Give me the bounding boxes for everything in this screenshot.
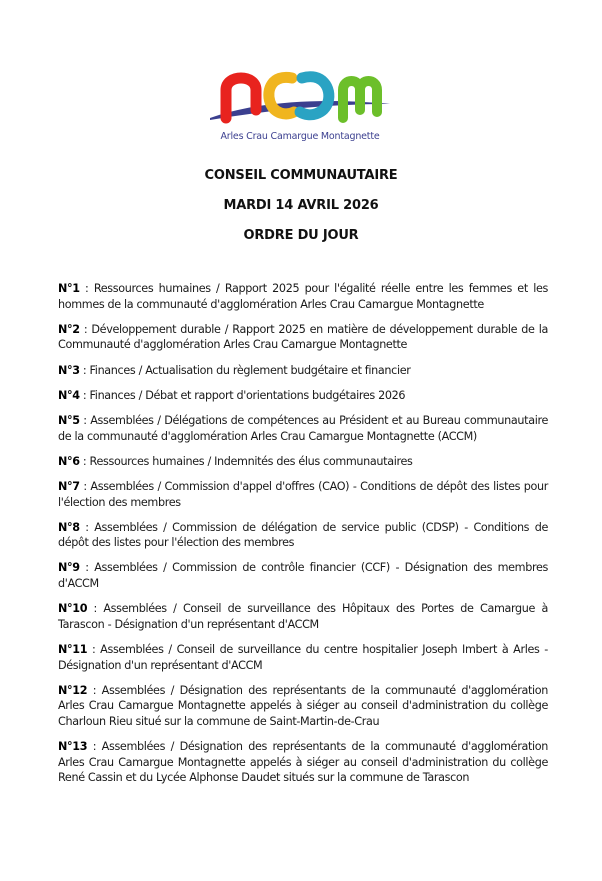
accm-logo-mark	[200, 60, 400, 130]
agenda-item-number: N°2	[58, 322, 80, 336]
agenda-list	[58, 281, 548, 796]
agenda-item-text: : Assemblées / Conseil de surveillance du centre hospitalier Joseph Imbert à Arles - Désignation d'un représentant d'ACCM	[58, 643, 548, 672]
agenda-item-number: N°4	[58, 388, 80, 402]
council-title: CONSEIL COMMUNAUTAIRE	[204, 168, 398, 183]
logo-caption: Arles Crau Camargue Montagnette	[220, 131, 380, 142]
agenda-item-text: : Développement durable / Rapport 2025 en matière de développement durable de la Communauté d'agglomération Arles Crau Camargue Montagnette	[58, 322, 548, 352]
agenda-item-text: : Assemblées / Délégations de compétences au Président et au Bureau communautaire de la communauté d'agglomération Arles Crau Camargue Montagnette (ACCM)	[58, 413, 548, 443]
agenda-item-text: : Assemblées / Désignation des représentants de la communauté d'agglomération Arles Crau Camargue Montagnette appelés à siéger au conseil d'administration du collège René Cassin et du Lycée Alphonse Daudet situés sur la commune de Tarascon	[58, 740, 548, 785]
agenda-item-number: N°11	[58, 643, 88, 657]
agenda-item-number: N°12	[58, 683, 88, 697]
agenda-item-text: : Assemblées / Désignation des représentants de la communauté d'agglomération Arles Crau Camargue Montagnette appelés à siéger au conseil d'administration du collège Charloun Rieu situé sur la commune de Saint-Martin-de-Crau	[58, 683, 548, 728]
agenda-item-text: : Assemblées / Conseil de surveillance des Hôpitaux des Portes de Camargue à Tarascon - Désignation d'un représentant d'ACCM	[58, 602, 548, 631]
agenda-item	[58, 601, 548, 632]
logo-letter-c1	[269, 77, 294, 113]
agenda-item	[58, 454, 548, 470]
agenda-item	[58, 739, 548, 786]
agenda-item	[58, 642, 548, 673]
agenda-item-number: N°6	[58, 454, 80, 468]
agenda-item-text: : Ressources humaines / Indemnités des élus communautaires	[79, 454, 413, 468]
logo-letter-m	[343, 81, 377, 118]
agenda-item-number: N°5	[58, 413, 80, 427]
agenda-item	[58, 560, 548, 591]
agenda-item-text: : Finances / Débat et rapport d'orientations budgétaires 2026	[79, 388, 406, 402]
agenda-item-number: N°9	[58, 561, 80, 575]
agenda-item-number: N°10	[58, 602, 88, 616]
agenda-item-number: N°3	[58, 363, 80, 377]
agenda-item	[58, 322, 548, 353]
agenda-item	[58, 281, 548, 312]
agenda-item-text: : Ressources humaines / Rapport 2025 pour l'égalité réelle entre les femmes et les hommes de la communauté d'agglomération Arles Crau Camargue Montagnette	[58, 282, 548, 311]
agenda-item	[58, 683, 548, 730]
agenda-item-text: : Finances / Actualisation du règlement budgétaire et financier	[79, 363, 411, 377]
agenda-item-number: N°1	[58, 282, 80, 295]
agenda-item-number: N°8	[58, 520, 80, 534]
agenda-item	[58, 520, 548, 551]
agenda-item	[58, 413, 548, 444]
agenda-item	[58, 363, 548, 379]
agenda-item-number: N°7	[58, 479, 80, 493]
agenda-item	[58, 479, 548, 510]
logo-letter-c2	[300, 77, 329, 115]
agenda-item-text: : Assemblées / Commission de contrôle financier (CCF) - Désignation des membres d'ACCM	[58, 561, 548, 591]
agenda-item-text: : Assemblées / Commission d'appel d'offres (CAO) - Conditions de dépôt des listes pour l'élection des membres	[58, 479, 548, 509]
meeting-date: MARDI 14 AVRIL 2026	[223, 198, 379, 213]
agenda-title: ORDRE DU JOUR	[243, 228, 359, 243]
agenda-item	[58, 388, 548, 404]
agenda-item-number: N°13	[58, 740, 88, 754]
agenda-item-text: : Assemblées / Commission de délégation de service public (CDSP) - Conditions de dépôt des listes pour l'élection des membres	[58, 520, 548, 550]
